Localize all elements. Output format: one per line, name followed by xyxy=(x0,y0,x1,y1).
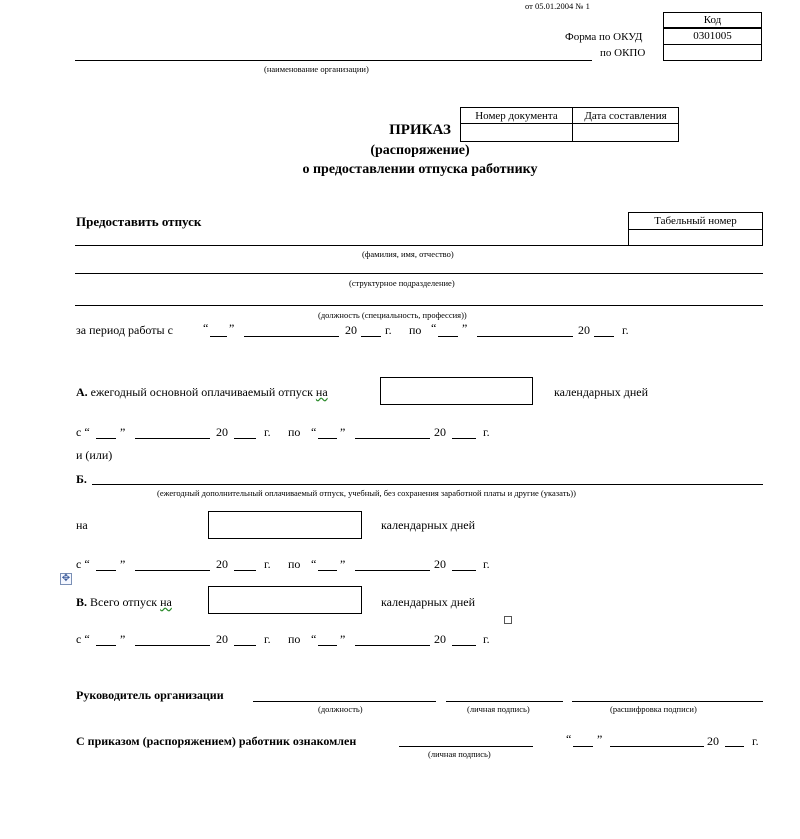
position-caption: (должность (специальность, профессия)) xyxy=(318,310,467,320)
head-signature-caption: (личная подпись) xyxy=(467,704,530,714)
head-signature-line[interactable] xyxy=(446,701,563,702)
doc-date-header: Дата составления xyxy=(573,108,679,124)
section-a-to-month-line[interactable] xyxy=(355,438,430,439)
head-decode-caption: (расшифровка подписи) xyxy=(610,704,697,714)
section-b-to-month-line[interactable] xyxy=(355,570,430,571)
employee-date-open-quote: “ xyxy=(566,732,572,746)
section-a-to-year-line[interactable] xyxy=(452,438,476,439)
work-period-from-month-line[interactable] xyxy=(244,336,339,337)
section-b-type-line[interactable] xyxy=(92,484,763,485)
checkbox-square-icon[interactable] xyxy=(504,616,512,624)
department-line[interactable] xyxy=(75,273,763,274)
section-a-from-month-line[interactable] xyxy=(135,438,210,439)
section-v-to-label: по xyxy=(288,632,301,646)
employee-date-month-line[interactable] xyxy=(610,746,704,747)
work-period-open-quote-2: “ xyxy=(431,321,437,335)
section-v-to-close-quote: ” xyxy=(340,632,346,646)
section-a-from-close-quote: ” xyxy=(120,425,126,439)
section-b-days-label: календарных дней xyxy=(381,518,476,532)
section-v-to-year-line[interactable] xyxy=(452,645,476,646)
work-period-close-quote-1: ” xyxy=(229,321,235,335)
work-period-open-quote-1: “ xyxy=(203,321,209,335)
tab-number-value-cell[interactable] xyxy=(628,229,763,246)
employee-date-close-quote: ” xyxy=(597,732,603,746)
code-header-cell xyxy=(663,12,762,28)
section-a-to-close-quote: ” xyxy=(340,425,346,439)
grant-leave-label: Предоставить отпуск xyxy=(76,214,202,229)
organization-caption: (наименование организации) xyxy=(264,64,369,74)
employee-date-year-suffix: г. xyxy=(752,734,759,748)
doc-number-header: Номер документа xyxy=(461,108,573,124)
okud-label: Форма по ОКУД xyxy=(565,31,643,43)
section-v-from-day-line[interactable] xyxy=(96,645,116,646)
employee-date-year-prefix: 20 xyxy=(707,734,719,748)
section-v-label xyxy=(76,595,172,610)
section-v-from-year-line[interactable] xyxy=(234,645,256,646)
section-v-from-close-quote: ” xyxy=(120,632,126,646)
section-a-label xyxy=(76,385,328,400)
section-b-to-year-suffix: г. xyxy=(483,557,490,571)
head-position-line[interactable] xyxy=(253,701,436,702)
section-a-from-year-line[interactable] xyxy=(234,438,256,439)
okud-code: 0301005 xyxy=(693,30,732,42)
organization-name-line[interactable] xyxy=(75,60,592,61)
section-v-days-label: календарных дней xyxy=(381,595,476,609)
section-b-to-close-quote: ” xyxy=(340,557,346,571)
work-period-year-suffix-2: г. xyxy=(622,323,629,337)
section-b-to-day-line[interactable] xyxy=(318,570,337,571)
section-a-to-label: по xyxy=(288,425,301,439)
head-sign-label: Руководитель организации xyxy=(76,688,224,702)
tab-number-header-cell xyxy=(628,212,763,230)
section-a-from-year-prefix: 20 xyxy=(216,425,228,439)
section-b-from-year-prefix: 20 xyxy=(216,557,228,571)
section-a-from-day-line[interactable] xyxy=(96,438,116,439)
work-period-from-day-line[interactable] xyxy=(210,336,227,337)
section-b-from-year-line[interactable] xyxy=(234,570,256,571)
fio-line[interactable] xyxy=(75,245,628,246)
employee-date-year-line[interactable] xyxy=(725,746,744,747)
section-a-letter: А. xyxy=(76,385,88,399)
section-v-na: на xyxy=(160,595,172,609)
work-period-year-prefix-2: 20 xyxy=(578,323,590,337)
fio-caption: (фамилия, имя, отчество) xyxy=(362,249,454,259)
section-b-days-input[interactable] xyxy=(208,511,362,539)
work-period-to-label: по xyxy=(409,323,422,337)
section-b-from-year-suffix: г. xyxy=(264,557,271,571)
section-b-to-year-line[interactable] xyxy=(452,570,476,571)
section-v-text: Всего отпуск xyxy=(90,595,158,609)
section-v-from-year-prefix: 20 xyxy=(216,632,228,646)
section-a-to-open-quote: “ xyxy=(311,425,317,439)
section-v-from-label: с “ xyxy=(76,632,90,646)
section-a-to-day-line[interactable] xyxy=(318,438,337,439)
code-header-label: Код xyxy=(703,14,722,26)
section-a-na: на xyxy=(315,385,328,399)
and-or-label: и (или) xyxy=(76,448,113,462)
head-signature-decode-line[interactable] xyxy=(572,701,763,702)
title-subject: о предоставлении отпуска работнику xyxy=(302,162,538,177)
section-a-days-input[interactable] xyxy=(380,377,533,405)
employee-signature-line[interactable] xyxy=(399,746,533,747)
move-handle-icon[interactable]: ✥ xyxy=(61,573,71,584)
section-b-to-year-prefix: 20 xyxy=(434,557,446,571)
okud-code-cell[interactable] xyxy=(663,28,762,45)
title-order: ПРИКАЗ xyxy=(389,122,451,138)
employee-signature-caption: (личная подпись) xyxy=(428,749,491,759)
employee-ack-label: С приказом (распоряжением) работник ознакомлен xyxy=(76,734,357,748)
okpo-code-cell[interactable] xyxy=(663,44,762,61)
work-period-to-day-line[interactable] xyxy=(438,336,458,337)
work-period-to-month-line[interactable] xyxy=(477,336,573,337)
section-v-days-input[interactable] xyxy=(208,586,362,614)
work-period-from-year-line[interactable] xyxy=(361,336,381,337)
section-b-from-day-line[interactable] xyxy=(96,570,116,571)
section-a-days-label: календарных дней xyxy=(554,385,649,399)
section-b-to-label: по xyxy=(288,557,301,571)
section-v-to-open-quote: “ xyxy=(311,632,317,646)
section-b-na: на xyxy=(76,518,88,532)
section-v-from-month-line[interactable] xyxy=(135,645,210,646)
section-v-to-day-line[interactable] xyxy=(318,645,337,646)
department-caption: (структурное подразделение) xyxy=(349,278,455,288)
section-v-to-month-line[interactable] xyxy=(355,645,430,646)
section-a-from-label: с “ xyxy=(76,425,90,439)
section-b-letter: Б. xyxy=(76,472,87,486)
tab-number-header: Табельный номер xyxy=(654,215,737,227)
section-a-to-year-suffix: г. xyxy=(483,425,490,439)
section-v-to-year-suffix: г. xyxy=(483,632,490,646)
section-v-to-year-prefix: 20 xyxy=(434,632,446,646)
work-period-close-quote-2: ” xyxy=(462,321,468,335)
employee-date-day-line[interactable] xyxy=(573,746,593,747)
work-period-to-year-line[interactable] xyxy=(594,336,614,337)
section-v-from-year-suffix: г. xyxy=(264,632,271,646)
section-b-to-open-quote: “ xyxy=(311,557,317,571)
okpo-label: по ОКПО xyxy=(600,47,646,59)
section-a-to-year-prefix: 20 xyxy=(434,425,446,439)
work-period-prefix: за период работы с xyxy=(76,323,173,337)
section-b-caption: (ежегодный дополнительный оплачиваемый отпуск, учебный, без сохранения заработной платы и другие (указать)) xyxy=(157,488,576,498)
head-position-caption: (должность) xyxy=(318,704,363,714)
section-b-from-close-quote: ” xyxy=(120,557,126,571)
section-b-from-label: с “ xyxy=(76,557,90,571)
form-reference: от 05.01.2004 № 1 xyxy=(525,1,590,11)
title-instruction: (распоряжение) xyxy=(370,143,470,158)
work-period-year-prefix-1: 20 xyxy=(345,323,357,337)
section-v-letter: В. xyxy=(76,595,88,609)
section-a-text: ежегодный основной оплачиваемый отпуск xyxy=(90,385,313,399)
position-line[interactable] xyxy=(75,305,763,306)
section-a-from-year-suffix: г. xyxy=(264,425,271,439)
section-b-from-month-line[interactable] xyxy=(135,570,210,571)
work-period-year-suffix-1: г. xyxy=(385,323,392,337)
